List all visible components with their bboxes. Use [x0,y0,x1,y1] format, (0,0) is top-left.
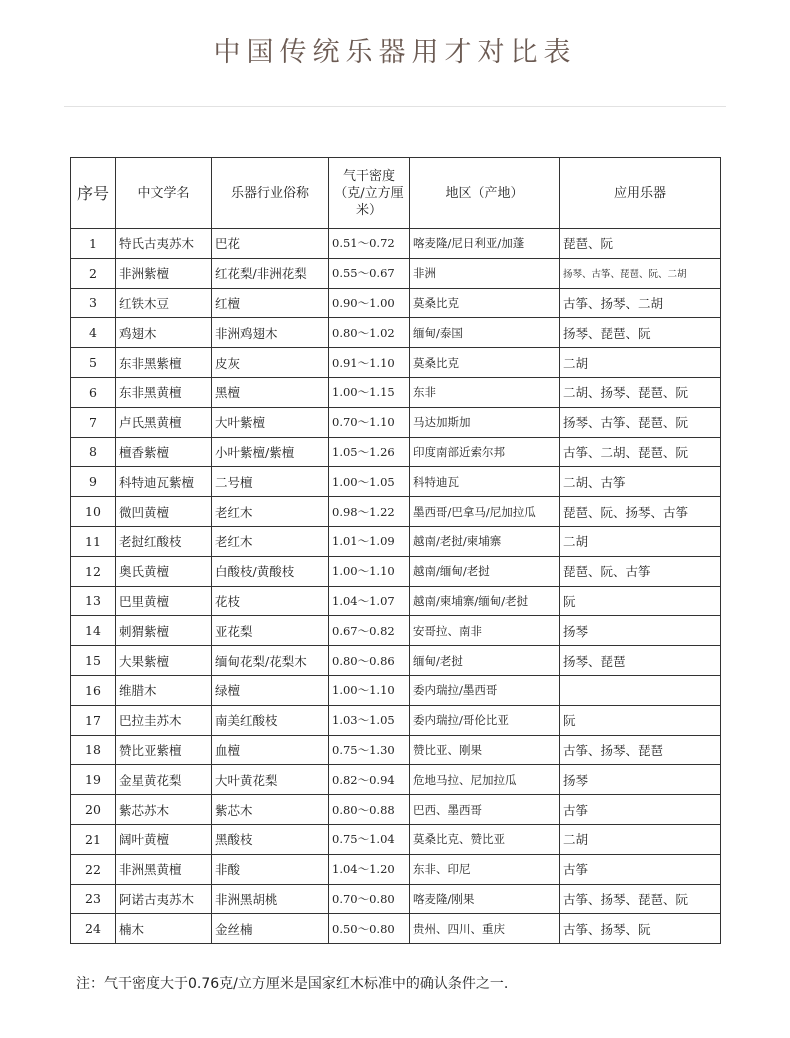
table-cell: 缅甸/泰国 [410,318,560,348]
table-cell: 马达加斯加 [410,407,560,437]
table-cell: 琵琶、阮、扬琴、古筝 [560,497,721,527]
table-cell: 1.00～1.15 [329,377,410,407]
table-cell: 17 [71,705,116,735]
table-cell: 9 [71,467,116,497]
table-cell: 皮灰 [212,348,329,378]
table-cell: 赞比亚紫檀 [116,735,212,765]
table-cell: 6 [71,377,116,407]
table-cell: 古筝 [560,854,721,884]
table-cell: 南美红酸枝 [212,705,329,735]
header-cell: 中文学名 [116,158,212,229]
table-cell: 亚花梨 [212,616,329,646]
table-cell: 1.00～1.10 [329,675,410,705]
table-row [71,616,721,646]
table-cell: 2 [71,258,116,288]
header-cell: 地区（产地） [410,158,560,229]
table-cell: 阮 [560,705,721,735]
table-cell: 5 [71,348,116,378]
table-cell: 大果紫檀 [116,646,212,676]
table-row [71,705,721,735]
table-cell: 维腊木 [116,675,212,705]
table-row [71,318,721,348]
table-cell: 紫芯木 [212,795,329,825]
table-cell: 扬琴、琵琶、阮 [560,318,721,348]
table-cell: 血檀 [212,735,329,765]
table-cell: 大叶黄花梨 [212,765,329,795]
table-cell: 1.00～1.05 [329,467,410,497]
table-cell: 卢氏黑黄檀 [116,407,212,437]
table-cell: 0.70～1.10 [329,407,410,437]
table-cell: 10 [71,497,116,527]
table-cell: 22 [71,854,116,884]
table-cell: 7 [71,407,116,437]
table-cell: 二胡 [560,526,721,556]
table-cell: 0.67～0.82 [329,616,410,646]
table-cell: 莫桑比克 [410,288,560,318]
table-cell: 1.04～1.07 [329,586,410,616]
table-cell: 檀香紫檀 [116,437,212,467]
table-cell: 东非黑黄檀 [116,377,212,407]
table-cell: 委内瑞拉/哥伦比亚 [410,705,560,735]
table-cell: 金丝楠 [212,914,329,944]
table-cell: 古筝 [560,795,721,825]
table-cell: 非洲鸡翅木 [212,318,329,348]
table-cell: 0.75～1.30 [329,735,410,765]
table-cell: 红铁木豆 [116,288,212,318]
table-cell: 非洲黑黄檀 [116,854,212,884]
table-cell: 喀麦隆/刚果 [410,884,560,914]
table-cell: 东非、印尼 [410,854,560,884]
table-row [71,437,721,467]
table-cell: 红檀 [212,288,329,318]
table-row [71,288,721,318]
table-cell: 扬琴 [560,765,721,795]
table-cell: 19 [71,765,116,795]
table-cell: 古筝、扬琴、二胡 [560,288,721,318]
table-cell: 巴西、墨西哥 [410,795,560,825]
table-cell: 0.80～0.88 [329,795,410,825]
table-cell: 红花梨/非洲花梨 [212,258,329,288]
table-cell: 20 [71,795,116,825]
table-cell: 0.80～0.86 [329,646,410,676]
table-cell: 阔叶黄檀 [116,824,212,854]
table-cell: 二胡、扬琴、琵琶、阮 [560,377,721,407]
table-cell: 古筝、扬琴、阮 [560,914,721,944]
table-cell: 越南/老挝/柬埔寨 [410,526,560,556]
table-cell [560,675,721,705]
table-cell: 奥氏黄檀 [116,556,212,586]
table-cell: 0.90～1.00 [329,288,410,318]
table-cell: 16 [71,675,116,705]
table-cell: 扬琴 [560,616,721,646]
table-cell: 1 [71,229,116,259]
table-cell: 紫芯苏木 [116,795,212,825]
table-cell: 巴里黄檀 [116,586,212,616]
table-row [71,795,721,825]
table-cell: 11 [71,526,116,556]
table-cell: 0.82～0.94 [329,765,410,795]
table-cell: 危地马拉、尼加拉瓜 [410,765,560,795]
table-cell: 1.04～1.20 [329,854,410,884]
table-cell: 0.50～0.80 [329,914,410,944]
table-cell: 8 [71,437,116,467]
table-cell: 非洲黑胡桃 [212,884,329,914]
table-cell: 特氏古夷苏木 [116,229,212,259]
table-cell: 1.00～1.10 [329,556,410,586]
table-cell: 委内瑞拉/墨西哥 [410,675,560,705]
table-row [71,377,721,407]
table-cell: 大叶紫檀 [212,407,329,437]
table-cell: 二胡、古筝 [560,467,721,497]
table-cell: 非酸 [212,854,329,884]
table-cell: 18 [71,735,116,765]
table-cell: 越南/缅甸/老挝 [410,556,560,586]
table-cell: 0.80～1.02 [329,318,410,348]
table-cell: 老挝红酸枝 [116,526,212,556]
table-cell: 14 [71,616,116,646]
table-cell: 0.51～0.72 [329,229,410,259]
table-cell: 0.98～1.22 [329,497,410,527]
table-cell: 老红木 [212,497,329,527]
table-cell: 0.70～0.80 [329,884,410,914]
table-cell: 4 [71,318,116,348]
table-cell: 1.05～1.26 [329,437,410,467]
table-cell: 喀麦隆/尼日利亚/加蓬 [410,229,560,259]
table-row [71,735,721,765]
table-row [71,854,721,884]
table-cell: 科特迪瓦 [410,467,560,497]
table-row [71,258,721,288]
wood-comparison-table [70,157,721,944]
table-cell: 3 [71,288,116,318]
table-cell: 花枝 [212,586,329,616]
header-cell: 气干密度（克/立方厘米） [329,158,410,229]
table-cell: 贵州、四川、重庆 [410,914,560,944]
header-cell: 乐器行业俗称 [212,158,329,229]
table-cell: 阿诺古夷苏木 [116,884,212,914]
table-cell: 老红木 [212,526,329,556]
header-cell: 序号 [71,158,116,229]
table-cell: 0.75～1.04 [329,824,410,854]
table-cell: 扬琴、古筝、琵琶、阮 [560,407,721,437]
table-cell: 1.01～1.09 [329,526,410,556]
table-cell: 绿檀 [212,675,329,705]
table-cell: 扬琴、古筝、琵琶、阮、二胡 [560,258,721,288]
table-cell: 楠木 [116,914,212,944]
page-title: 中国传统乐器用才对比表 [213,37,577,68]
table-cell: 安哥拉、南非 [410,616,560,646]
table-cell: 24 [71,914,116,944]
table-cell: 黑檀 [212,377,329,407]
table-cell: 二胡 [560,824,721,854]
table-cell: 刺猬紫檀 [116,616,212,646]
table-row [71,556,721,586]
table-cell: 二胡 [560,348,721,378]
table-cell: 0.55～0.67 [329,258,410,288]
table-cell: 科特迪瓦紫檀 [116,467,212,497]
table-row [71,229,721,259]
table-cell: 东非黑紫檀 [116,348,212,378]
header-cell: 应用乐器 [560,158,721,229]
table-row [71,824,721,854]
table-cell: 缅甸/老挝 [410,646,560,676]
table-row [71,586,721,616]
table-cell: 1.03～1.05 [329,705,410,735]
table-cell: 古筝、扬琴、琵琶、阮 [560,884,721,914]
table-cell: 鸡翅木 [116,318,212,348]
table-cell: 12 [71,556,116,586]
table-cell: 越南/柬埔寨/缅甸/老挝 [410,586,560,616]
title-divider [64,106,726,107]
table-cell: 缅甸花梨/花梨木 [212,646,329,676]
table-cell: 小叶紫檀/紫檀 [212,437,329,467]
table-row [71,914,721,944]
table-row [71,675,721,705]
table-cell: 莫桑比克 [410,348,560,378]
table-row [71,497,721,527]
table-cell: 莫桑比克、赞比亚 [410,824,560,854]
table-cell: 21 [71,824,116,854]
table-cell: 琵琶、阮、古筝 [560,556,721,586]
table-row [71,646,721,676]
table-cell: 古筝、扬琴、琵琶 [560,735,721,765]
table-row [71,884,721,914]
table-cell: 琵琶、阮 [560,229,721,259]
footnote: 注：气干密度大于0.76克/立方厘米是国家红木标准中的确认条件之一. [76,976,509,992]
table-header-row [71,158,721,229]
table-cell: 23 [71,884,116,914]
table-cell: 阮 [560,586,721,616]
table-cell: 黑酸枝 [212,824,329,854]
table-cell: 墨西哥/巴拿马/尼加拉瓜 [410,497,560,527]
table-cell: 白酸枝/黄酸枝 [212,556,329,586]
table-cell: 古筝、二胡、琵琶、阮 [560,437,721,467]
table-cell: 东非 [410,377,560,407]
table-cell: 巴花 [212,229,329,259]
table-cell: 微凹黄檀 [116,497,212,527]
table-cell: 巴拉圭苏木 [116,705,212,735]
table-cell: 赞比亚、刚果 [410,735,560,765]
table-row [71,407,721,437]
table-row [71,348,721,378]
table-cell: 扬琴、琵琶 [560,646,721,676]
table-cell: 金星黄花梨 [116,765,212,795]
table-cell: 二号檀 [212,467,329,497]
table-row [71,467,721,497]
table-cell: 非洲 [410,258,560,288]
table-cell: 0.91～1.10 [329,348,410,378]
table-row [71,526,721,556]
table-cell: 15 [71,646,116,676]
table-cell: 13 [71,586,116,616]
table-cell: 印度南部近索尔邦 [410,437,560,467]
table-cell: 非洲紫檀 [116,258,212,288]
table-row [71,765,721,795]
